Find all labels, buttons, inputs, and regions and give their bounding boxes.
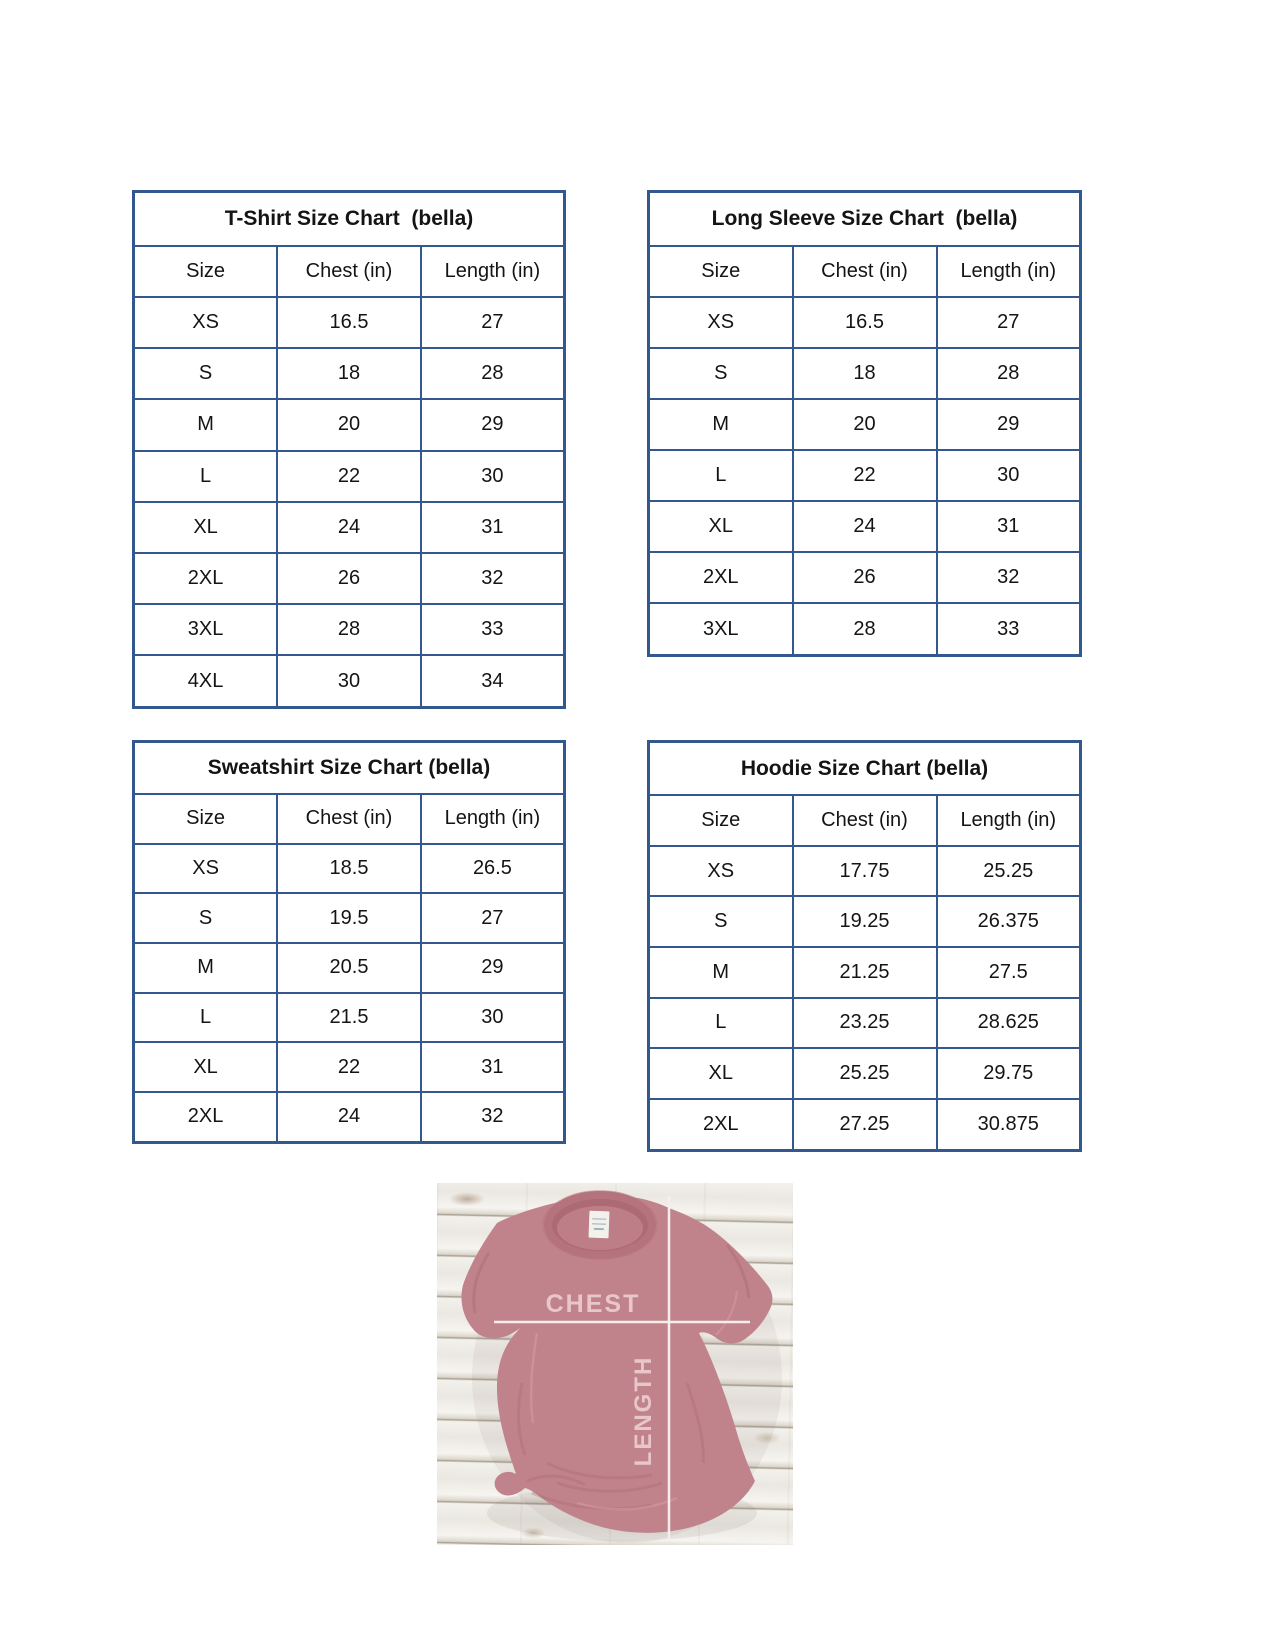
- size-cell: M: [134, 399, 278, 450]
- size-row: [649, 501, 1081, 552]
- table-title: T-Shirt Size Chart (bella): [134, 192, 565, 246]
- length-cell: 31: [421, 1042, 565, 1092]
- chest-cell: 20: [277, 399, 421, 450]
- length-cell: 30: [421, 993, 565, 1043]
- column-header: Chest (in): [277, 794, 421, 844]
- column-header: Size: [134, 794, 278, 844]
- sweatshirt-size-chart: [132, 740, 566, 1144]
- chest-cell: 25.25: [793, 1048, 937, 1099]
- tshirt-size-chart: [132, 190, 566, 709]
- chest-cell: 24: [277, 502, 421, 553]
- length-cell: 30: [937, 450, 1081, 501]
- longsleeve-size-chart-table: [647, 190, 1082, 657]
- length-cell: 27: [421, 297, 565, 348]
- size-row: [134, 993, 565, 1043]
- chest-cell: 23.25: [793, 998, 937, 1049]
- length-cell: 29: [421, 943, 565, 993]
- chest-cell: 27.25: [793, 1099, 937, 1151]
- chest-label: CHEST: [545, 1290, 641, 1318]
- length-cell: 32: [421, 1092, 565, 1143]
- length-cell: 25.25: [937, 846, 1081, 897]
- length-cell: 30: [421, 451, 565, 502]
- size-cell: 4XL: [134, 655, 278, 707]
- length-cell: 26.5: [421, 844, 565, 894]
- hoodie-size-chart: [647, 740, 1082, 1152]
- chest-cell: 18: [277, 348, 421, 399]
- table-title: Hoodie Size Chart (bella): [649, 742, 1081, 796]
- size-cell: XS: [649, 297, 793, 348]
- size-row: [134, 893, 565, 943]
- size-cell: L: [649, 450, 793, 501]
- chest-cell: 20: [793, 399, 937, 450]
- size-row: [649, 998, 1081, 1049]
- column-header: Chest (in): [793, 795, 937, 846]
- size-cell: M: [649, 399, 793, 450]
- chest-cell: 22: [277, 451, 421, 502]
- chest-cell: 18: [793, 348, 937, 399]
- size-row: [134, 553, 565, 604]
- chest-cell: 20.5: [277, 943, 421, 993]
- longsleeve-size-chart: [647, 190, 1082, 657]
- length-cell: 28.625: [937, 998, 1081, 1049]
- length-cell: 29.75: [937, 1048, 1081, 1099]
- size-row: [134, 451, 565, 502]
- size-row: [134, 297, 565, 348]
- chest-cell: 28: [277, 604, 421, 655]
- size-cell: XL: [134, 1042, 278, 1092]
- chest-cell: 22: [793, 450, 937, 501]
- size-guide-photo: [437, 1183, 793, 1545]
- size-cell: 2XL: [134, 553, 278, 604]
- size-row: [649, 896, 1081, 947]
- size-row: [649, 947, 1081, 998]
- chest-cell: 17.75: [793, 846, 937, 897]
- size-cell: XS: [649, 846, 793, 897]
- length-cell: 30.875: [937, 1099, 1081, 1151]
- length-cell: 31: [937, 501, 1081, 552]
- column-header: Chest (in): [793, 246, 937, 297]
- size-cell: L: [134, 451, 278, 502]
- size-row: [134, 1042, 565, 1092]
- table-title: Sweatshirt Size Chart (bella): [134, 742, 565, 795]
- length-cell: 31: [421, 502, 565, 553]
- chest-cell: 30: [277, 655, 421, 707]
- length-label: LENGTH: [630, 1355, 657, 1467]
- column-header: Length (in): [421, 246, 565, 297]
- length-cell: 27.5: [937, 947, 1081, 998]
- size-cell: M: [649, 947, 793, 998]
- length-cell: 28: [937, 348, 1081, 399]
- chest-cell: 16.5: [277, 297, 421, 348]
- column-header: Length (in): [421, 794, 565, 844]
- length-cell: 33: [421, 604, 565, 655]
- size-cell: 3XL: [649, 603, 793, 655]
- size-row: [649, 603, 1081, 655]
- size-row: [649, 552, 1081, 603]
- size-row: [134, 604, 565, 655]
- size-cell: XS: [134, 844, 278, 894]
- size-row: [649, 399, 1081, 450]
- length-cell: 29: [937, 399, 1081, 450]
- size-cell: 3XL: [134, 604, 278, 655]
- chest-cell: 24: [793, 501, 937, 552]
- tshirt-measurement-graphic: [437, 1183, 793, 1545]
- chest-cell: 28: [793, 603, 937, 655]
- size-row: [649, 297, 1081, 348]
- size-cell: 2XL: [649, 552, 793, 603]
- column-header: Length (in): [937, 795, 1081, 846]
- size-cell: XL: [134, 502, 278, 553]
- chest-cell: 19.25: [793, 896, 937, 947]
- size-row: [134, 502, 565, 553]
- table-title: Long Sleeve Size Chart (bella): [649, 192, 1081, 246]
- length-cell: 26.375: [937, 896, 1081, 947]
- size-cell: S: [134, 348, 278, 399]
- length-cell: 32: [937, 552, 1081, 603]
- size-cell: L: [134, 993, 278, 1043]
- chest-cell: 26: [793, 552, 937, 603]
- column-header: Size: [649, 795, 793, 846]
- tshirt-size-chart-table: [132, 190, 566, 709]
- size-cell: L: [649, 998, 793, 1049]
- size-row: [134, 348, 565, 399]
- length-cell: 28: [421, 348, 565, 399]
- size-row: [134, 399, 565, 450]
- size-cell: XL: [649, 1048, 793, 1099]
- length-cell: 33: [937, 603, 1081, 655]
- length-cell: 29: [421, 399, 565, 450]
- size-cell: 2XL: [134, 1092, 278, 1143]
- length-cell: 34: [421, 655, 565, 707]
- size-cell: M: [134, 943, 278, 993]
- size-row: [649, 348, 1081, 399]
- neck-label-tag: [589, 1211, 610, 1239]
- chest-cell: 18.5: [277, 844, 421, 894]
- chest-cell: 24: [277, 1092, 421, 1143]
- size-cell: S: [649, 896, 793, 947]
- chest-cell: 21.5: [277, 993, 421, 1043]
- size-cell: XL: [649, 501, 793, 552]
- size-cell: XS: [134, 297, 278, 348]
- size-cell: 2XL: [649, 1099, 793, 1151]
- size-row: [649, 1048, 1081, 1099]
- chest-cell: 21.25: [793, 947, 937, 998]
- sweatshirt-size-chart-table: [132, 740, 566, 1144]
- length-cell: 27: [937, 297, 1081, 348]
- chest-cell: 16.5: [793, 297, 937, 348]
- size-row: [649, 450, 1081, 501]
- column-header: Size: [649, 246, 793, 297]
- column-header: Chest (in): [277, 246, 421, 297]
- size-row: [649, 1099, 1081, 1151]
- size-row: [134, 943, 565, 993]
- size-cell: S: [134, 893, 278, 943]
- size-row: [134, 1092, 565, 1143]
- size-cell: S: [649, 348, 793, 399]
- chest-cell: 22: [277, 1042, 421, 1092]
- size-row: [134, 844, 565, 894]
- column-header: Size: [134, 246, 278, 297]
- size-row: [649, 846, 1081, 897]
- length-cell: 32: [421, 553, 565, 604]
- length-cell: 27: [421, 893, 565, 943]
- chest-cell: 19.5: [277, 893, 421, 943]
- size-row: [134, 655, 565, 707]
- column-header: Length (in): [937, 246, 1081, 297]
- hoodie-size-chart-table: [647, 740, 1082, 1152]
- chest-cell: 26: [277, 553, 421, 604]
